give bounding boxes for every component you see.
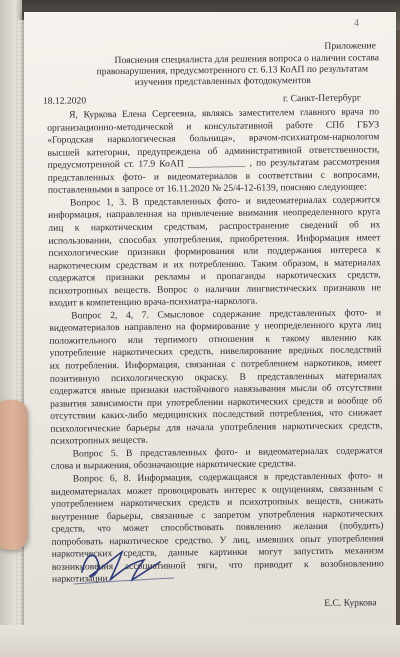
header-right: Приложение [324,40,376,52]
title-line: изучения представленных фотодокументов [134,75,311,88]
table-surface [0,625,400,657]
paragraph-line: организационно-методической и консультативной работе СПб ГБУЗ [47,118,380,134]
paragraph-line: позитивную психологическую окраску. В представленных материалах [49,369,382,385]
paragraph-line: Вопрос 1, 3. В представленных фото- и видеоматериалах содержится [69,194,381,209]
paragraph-line: видеоматериалов направлено на формирование у неопределенного круга лиц [49,319,382,335]
document-page [24,12,396,652]
paragraph-line: представленных фото- и видеоматериалов в соответствии с вопросами, [47,169,380,184]
paragraph-line: Вопрос 5. В представленных фото- и видеоматериалах содержатся [72,445,383,460]
paragraph-line: Вопрос 2, 4, 7. Смысловое содержание представленных фото- и [71,307,382,322]
paragraph-line: информация, направленная на привлечение внимания неопределенного круга [48,206,381,222]
handwritten-signature [64,532,184,592]
title-line: правонарушения, предусмотренного ст. 6.13 КоАП по результатам [96,63,369,78]
paragraph-line: Я, Куркова Елена Сергеевна, являясь заместителем главного врача по [69,106,380,121]
title-line: Пояснения специалиста для решения вопроса о наличии состава [114,52,380,67]
paragraph-line: высшей категории, предупреждена об административной ответственности, [47,143,380,159]
paragraph-line: содержатся признаки рекламы и пропаганды наркотических средств, [48,269,381,284]
paragraph-line: наркотическим средствам и их потреблению. Таким образом, в материалах [48,256,381,272]
paragraph-line: средств, что может способствовать появлению желания (побудить) [51,520,384,535]
paragraph-line: поставленными в запросе от 16.11.2020 № 25/4-12-6139, поясняю следующее: [47,181,367,197]
paragraph-line: психотропных веществ. [50,435,148,448]
paragraph-line: входит в компетенцию врача-психиатра-нарколога. [48,295,258,310]
paragraph-line: попробовать наркотическое средство. У лиц, имевших опыт употребления [51,532,384,548]
paragraph-line: внутренние барьеры, связанные с запретом употребления наркотических [51,507,384,523]
paragraph-line: развития зависимости при употреблении наркотических средств и вообще об [50,394,383,410]
paragraph-line: психотропных веществ. Вопрос о наличии лингвистических признаков не [48,281,381,297]
paragraph-line: слова и выражения, обозначающие наркотические средства. [50,458,297,473]
paragraph-line: Вопрос 6, 8. Информация, содержащаяся в представленных фото- и [72,470,383,485]
paragraph-line: лиц к наркотическим средствам, распространение сведений об их [48,219,381,234]
paragraph-line: психологические признаки формирования или поддержания интереса к [48,244,381,259]
paragraph-line: положительного или терпимого отношения к такому явлению как [49,332,382,347]
paragraph-line: наркотических средств, данные картинки могут запустить механизм [51,545,384,560]
paragraph-line: видеоматериалах может провоцировать интерес к ощущениям, связанным с [50,482,384,498]
paragraph-line: предусмотренной ст. 17.9 КоАП ____________ , по результатам рассмотрения [47,156,380,171]
paragraph-line: психологические барьеры для начала употребления наркотических средств, [50,420,383,435]
paragraph-line: содержатся явные признаки настойчивого навязывания мысли об отсутствии [49,382,383,397]
paragraph-line: их потребления. Информация, связанная с потреблением наркотиков, имеет [49,357,382,372]
paragraph-line: наркотизации. [51,573,111,586]
paragraph-line: отсутствии каких-либо медицинских последствий потребления, что снижает [50,407,383,422]
document-city: г. Санкт-Петербург [282,92,361,105]
document-date: 18.12.2020 [42,95,87,107]
page-number: 4 [354,18,359,29]
paragraph-line: употреблением наркотических средств и психотропных веществ, снижать [51,495,384,510]
paragraph-line: «Городская наркологическая больница», врачом-психиатром-наркологом [47,131,380,146]
thumb [0,400,28,550]
paragraph-line: возникновения ассоциативной тяги, что приводит к возобновлению [51,558,384,573]
paragraph-line: использовании, способах употребления, приобретения. Информация имеет [48,231,381,247]
signatory-name: Е.С. Куркова [324,597,377,609]
paragraph-line: употребление наркотических средств, нивелирование вредных последствий [49,344,382,360]
